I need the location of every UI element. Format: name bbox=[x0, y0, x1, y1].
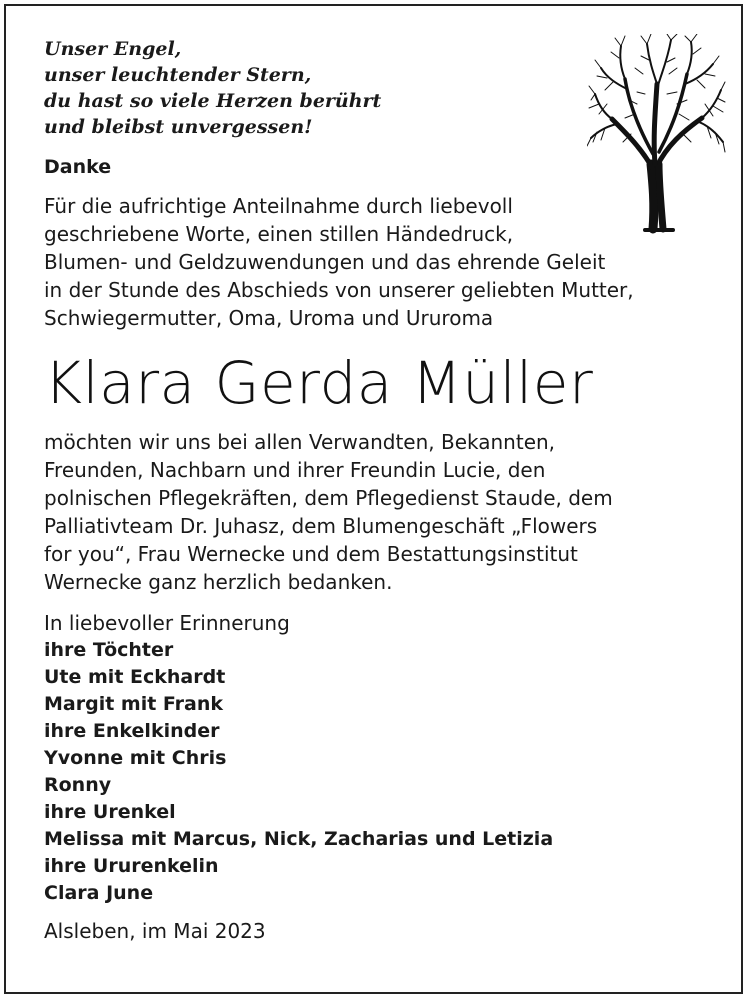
family-line: Clara June bbox=[44, 882, 154, 904]
intro-line: Für die aufrichtige Anteilnahme durch liebevoll bbox=[44, 194, 513, 218]
thanks-line: Wernecke ganz herzlich bedanken. bbox=[44, 570, 393, 594]
family-line: Ute mit Eckhardt bbox=[44, 666, 226, 688]
poem-line: unser leuchtender Stern, bbox=[44, 64, 312, 86]
poem bbox=[44, 36, 711, 140]
intro-line: in der Stunde des Abschieds von unserer geliebten Mutter, bbox=[44, 278, 634, 302]
place-date: Alsleben, im Mai 2023 bbox=[44, 919, 266, 943]
poem-line: und bleibst unvergessen! bbox=[44, 116, 313, 138]
intro-text bbox=[44, 192, 684, 332]
family-list bbox=[44, 637, 711, 907]
deceased-name: Klara Gerda Müller bbox=[44, 349, 594, 417]
thanks-line: for you“, Frau Wernecke und dem Bestattungsinstitut bbox=[44, 542, 578, 566]
thanks-line: möchten wir uns bei allen Verwandten, Bekannten, bbox=[44, 430, 556, 454]
family-line: Melissa mit Marcus, Nick, Zacharias und Letizia bbox=[44, 828, 554, 850]
intro-line: Schwiegermutter, Oma, Uroma und Ururoma bbox=[44, 306, 494, 330]
family-line: ihre Ururenkelin bbox=[44, 855, 219, 877]
heading: Danke bbox=[44, 156, 112, 178]
family-line: Ronny bbox=[44, 774, 112, 796]
poem-line: du hast so viele Herzen berührt bbox=[44, 90, 382, 112]
thanks-line: Palliativteam Dr. Juhasz, dem Blumengeschäft „Flowers bbox=[44, 514, 598, 538]
intro-line: Blumen- und Geldzuwendungen und das ehrende Geleit bbox=[44, 250, 606, 274]
family-line: ihre Töchter bbox=[44, 639, 174, 661]
thanks-text bbox=[44, 428, 711, 596]
family-line: ihre Urenkel bbox=[44, 801, 176, 823]
closing-line: In liebevoller Erinnerung bbox=[44, 611, 290, 635]
obituary-content bbox=[44, 36, 711, 945]
intro-line: geschriebene Worte, einen stillen Händedruck, bbox=[44, 222, 514, 246]
poem-line: Unser Engel, bbox=[44, 38, 182, 60]
family-line: Yvonne mit Chris bbox=[44, 747, 227, 769]
family-line: ihre Enkelkinder bbox=[44, 720, 220, 742]
thanks-line: polnischen Pflegekräften, dem Pflegedienst Staude, dem bbox=[44, 486, 613, 510]
obituary-card bbox=[4, 4, 743, 994]
thanks-line: Freunden, Nachbarn und ihrer Freundin Lucie, den bbox=[44, 458, 546, 482]
family-line: Margit mit Frank bbox=[44, 693, 224, 715]
